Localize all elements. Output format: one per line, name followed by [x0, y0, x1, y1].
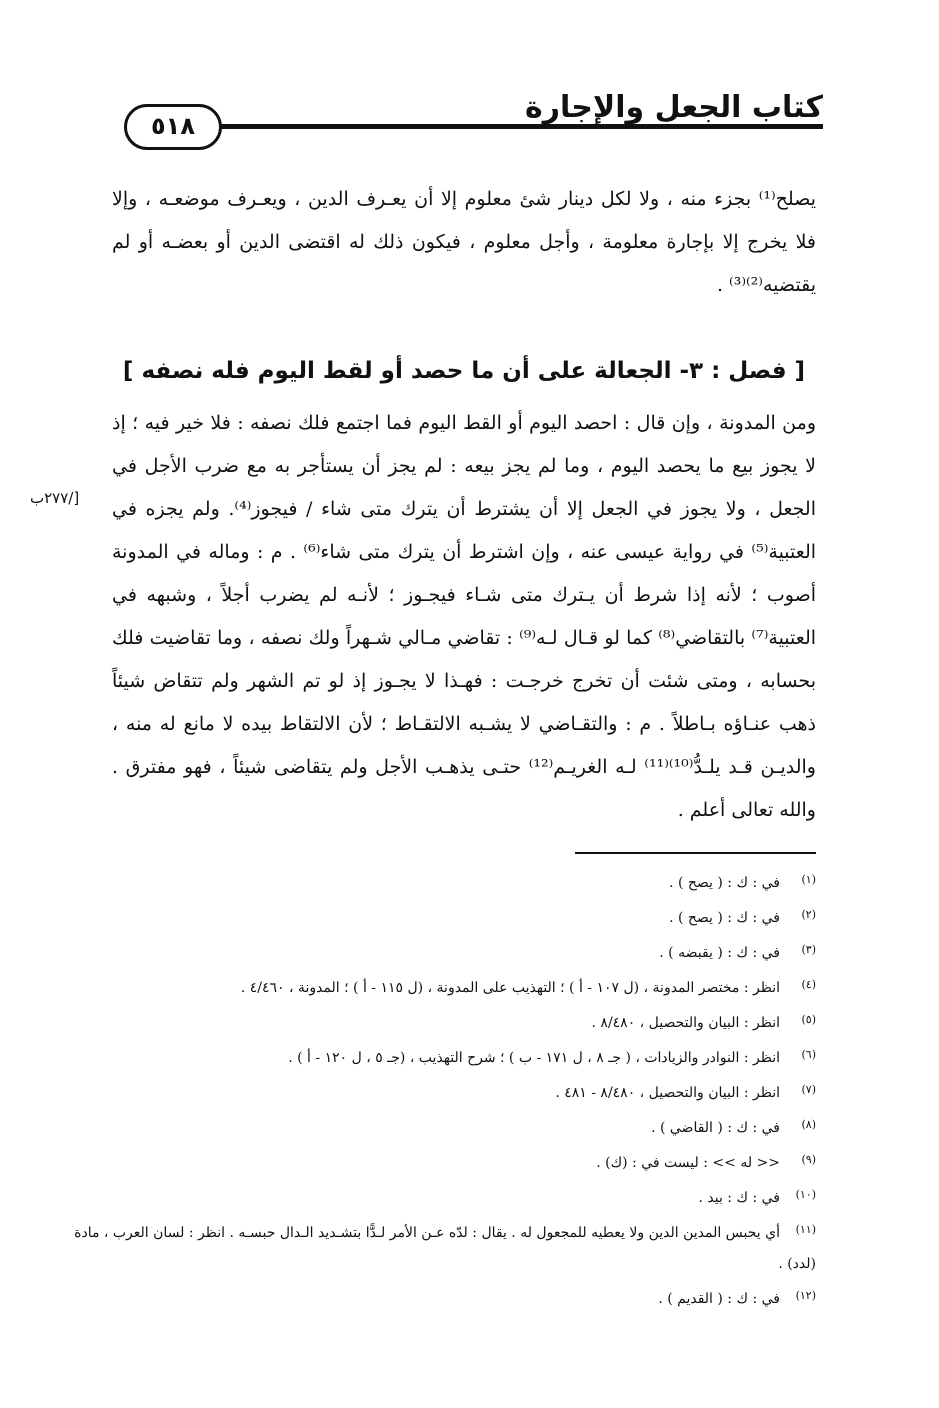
- footnote-text: في : ك : ( يقبضه ) .: [659, 945, 780, 961]
- footnote: [70, 969, 816, 1004]
- page-number-frame: [124, 104, 222, 150]
- footnote: [70, 1280, 816, 1315]
- footnote-text: في : ك : ( القاضي ) .: [651, 1120, 780, 1136]
- footnote-number: (٩): [801, 1153, 816, 1166]
- footnote-text: في : ك : ( يصح ) .: [669, 875, 780, 891]
- footnote-text: في : ك : ( القديم ) .: [658, 1291, 780, 1307]
- footnote-text: انظر : النوادر والزيادات ، ( جـ ٨ ، ل ١٧١ - ب ) ؛ شرح التهذيب ، (جـ ٥ ، ل ١٢٠ - أ ) .: [288, 1050, 780, 1066]
- footnote-number: (٦): [801, 1048, 816, 1061]
- footnote-number: (٣): [801, 943, 816, 956]
- footnote-number: (٧): [801, 1083, 816, 1096]
- paragraph-2: ومن المدونة ، وإن قال : احصد اليوم أو القط اليوم فما اجتمع فلك نصفه : فلا خير فيه ؛ إذ لا يجوز بيع ما يحصد اليوم ، وما لم يجز بيعه : لم يجز أن يستأجر به مع ضرب الأجل في الجعل ، ولا يجوز في الجعل إلا أن يشترط أن يترك متى شاء / فيجوز⁽⁴⁾. ولم يجزه في العتبية⁽⁵⁾ في رواية عيسى عنه ، وإن اشترط أن يترك متى شاء⁽⁶⁾ . م : وماله في المدونة أصوب ؛ لأنه إذا شرط أن يـترك متى شـاء فيجـوز ؛ لأنـه لم يضرب أجلاً ، وشبهه في العتبية⁽⁷⁾ بالتقاضي⁽⁸⁾ كما لو قـال لـه⁽⁹⁾ : تقاضي مـالي شـهراً ولك نصفه ، وما تقاضيت فلك بحسابه ، ومتى شئت أن تخرج خرجـت : فهـذا لا يجـوز إذ لو تم الشهر ولم تتقاض شيئاً ذهب عنـاؤه بـاطلاً . م : والتقـاضي لا يشـبه الالتقـاط ؛ لأن الالتقاط بيده لا مانع له منه ، والديـن قـد يلـدُّ⁽¹⁰⁾⁽¹¹⁾ لـه الغريـم⁽¹²⁾ حتـى يذهـب الأجل ولم يتقاضى شيئاً ، فهو مفترق . والله تعالى أعلم .: [112, 412, 817, 821]
- footnote: [70, 899, 816, 934]
- page-header: [118, 90, 823, 150]
- footnote-text: << له >> : ليست في : (ك) .: [596, 1155, 780, 1171]
- footnote-number: (٥): [801, 1013, 816, 1026]
- footnote: [70, 1179, 816, 1214]
- footnote: [70, 864, 816, 899]
- footnote: [70, 1214, 816, 1280]
- manuscript-folio-marker: [/٢٧٧ب: [30, 489, 80, 507]
- footnote-text: في : ك : بيد .: [698, 1190, 780, 1206]
- footnote: [70, 1074, 816, 1109]
- footnote: [70, 1039, 816, 1074]
- footnotes-list: [70, 864, 816, 1315]
- footnote-number: (١٢): [795, 1289, 816, 1302]
- footnote-number: (١٠): [795, 1188, 816, 1201]
- footnote-text: أي يحبس المدين الدين ولا يعطيه للمجعول له . يقال : لدّه عـن الأمر لـدًّا بتشـديد الـدال حبسـه . انظر : لسان العرب ، مادة (لدد) .: [74, 1225, 816, 1272]
- section-title: [ فصل : ٣- الجعالة على أن ما حصد أو لقط اليوم فله نصفه ]: [122, 358, 806, 384]
- footnote-text: انظر : مختصر المدونة ، (ل ١٠٧ - أ ) ؛ التهذيب على المدونة ، (ل ١١٥ - أ ) ؛ المدونة ، ٤/٤٦٠ .: [240, 980, 780, 996]
- footnote-number: (١١): [795, 1223, 816, 1236]
- footnote-number: (٤): [801, 978, 816, 991]
- footnote-separator: [575, 852, 816, 854]
- footnote: [70, 1144, 816, 1179]
- paragraph-1: يصلح⁽¹⁾ بجزء منه ، ولا لكل دينار شئ معلوم إلا أن يعـرف الدين ، ويعـرف موضعـه ، وإلا فلا يخرج إلا بإجارة معلومة ، وأجل معلوم ، فيكون ذلك له اقتضى الدين أو بعضـه أو لم يقتضيه⁽²⁾⁽³⁾ .: [112, 188, 816, 296]
- footnote: [70, 934, 816, 969]
- footnote: [70, 1004, 816, 1039]
- footnote-number: (١): [801, 873, 816, 886]
- footnote: [70, 1109, 816, 1144]
- footnote-number: (٨): [801, 1118, 816, 1131]
- footnote-text: انظر : البيان والتحصيل ، ٨/٤٨٠ .: [591, 1015, 780, 1031]
- footnote-text: في : ك : ( يصح ) .: [669, 910, 780, 926]
- book-title: كتاب الجعل والإجارة: [524, 90, 823, 125]
- page-number: ٥١٨: [151, 112, 195, 140]
- footnote-text: انظر : البيان والتحصيل ، ٨/٤٨٠ - ٤٨١ .: [555, 1085, 780, 1101]
- footnote-number: (٢): [801, 908, 816, 921]
